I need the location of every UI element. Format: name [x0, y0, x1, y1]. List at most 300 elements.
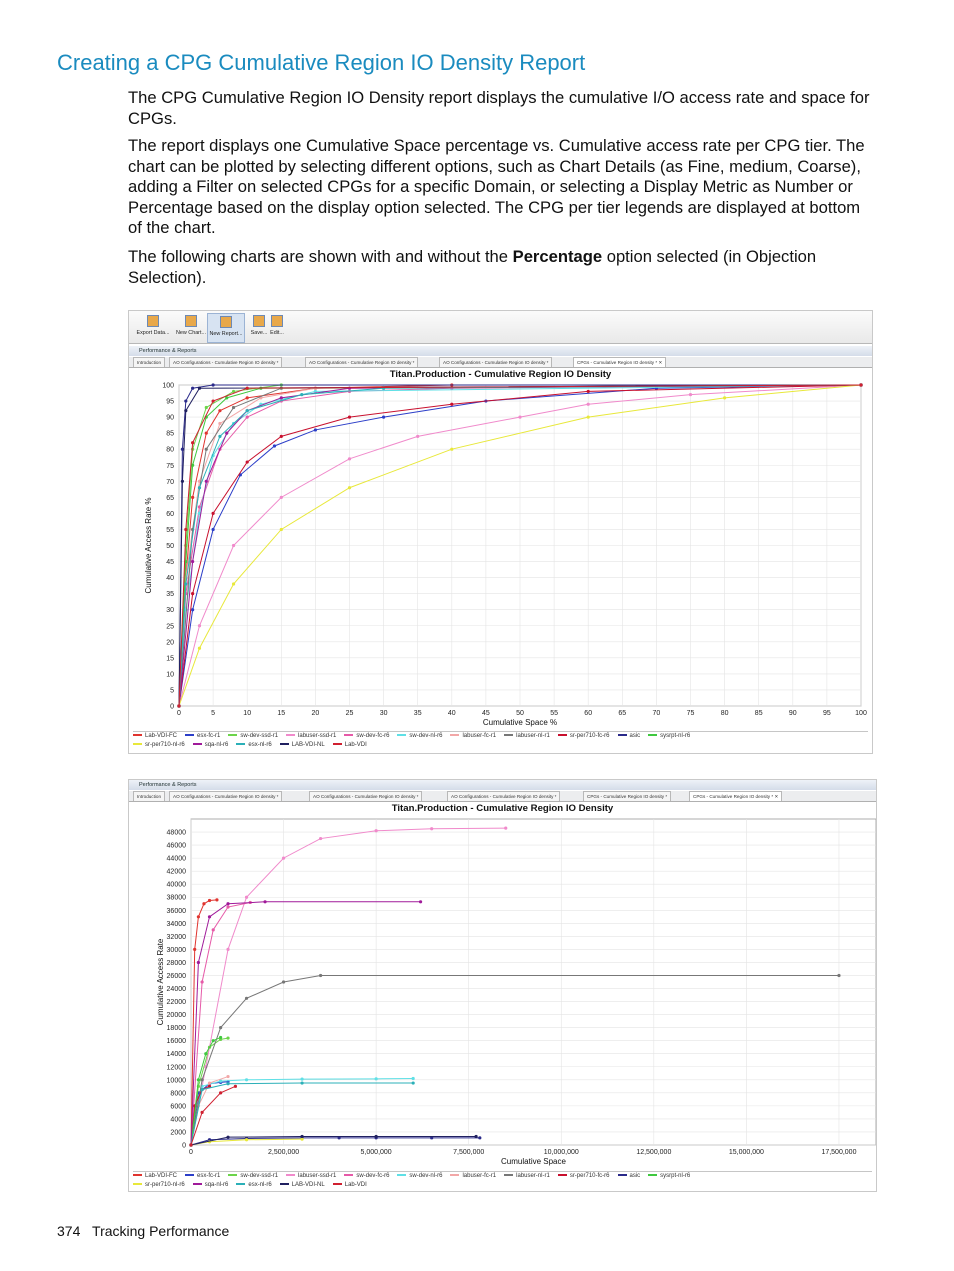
legend-row-2	[133, 741, 868, 750]
tab-ao-config-1-2[interactable]: AO Configurations - Cumulative Region IO density *	[169, 791, 282, 801]
data-point-sr-per710-nl-r6	[723, 396, 726, 399]
data-point-labuser-ssd-r1	[504, 827, 507, 830]
data-point-labuser-nl-r1	[232, 406, 235, 409]
legend-label: sw-dev-nl-r6	[409, 1173, 443, 1179]
data-point-labuser-ssd-r1	[518, 416, 521, 419]
x-tick-label: 35	[413, 710, 422, 717]
tab-introduction-2[interactable]: Introduction	[133, 791, 165, 801]
close-icon[interactable]: ✕	[658, 360, 663, 365]
legend-row-1	[133, 732, 868, 741]
data-point-sqa-nl-r6	[280, 396, 283, 399]
data-point-labuser-ssd-r1	[280, 496, 283, 499]
new-chart-button[interactable]	[173, 313, 209, 341]
legend-swatch	[228, 734, 237, 736]
y-tick-label: 90	[166, 414, 174, 422]
data-point-sqa-nl-r6	[208, 915, 211, 918]
data-point-sr-per710-fc-r6	[450, 403, 453, 406]
y-tick-label: 38000	[166, 894, 186, 902]
legend-item-lab-vdi-fc	[133, 732, 177, 741]
data-point-labuser-fc-r1	[226, 1075, 229, 1078]
page-number: 374	[57, 1223, 81, 1239]
y-tick-label: 14000	[166, 1051, 186, 1059]
data-point-lab-vdi	[859, 383, 862, 386]
data-point-sqa-nl-r6	[225, 432, 228, 435]
legend-label: sr-per710-nl-r6	[145, 742, 185, 748]
y-tick-label: 0	[182, 1142, 186, 1150]
data-point-esx-fc-r1	[382, 416, 385, 419]
data-point-sqa-nl-r6	[419, 900, 422, 903]
x-tick-label: 5	[211, 710, 216, 717]
legend-item-sqa-nl-r6	[193, 1181, 229, 1190]
legend-swatch	[185, 1174, 194, 1176]
x-tick-label: 60	[584, 710, 593, 717]
legend-swatch	[280, 1183, 289, 1185]
data-point-lab-vdi-fc	[215, 898, 218, 901]
legend-label: labuser-ssd-r1	[298, 733, 337, 739]
legend-swatch	[236, 743, 245, 745]
x-tick-label: 40	[447, 710, 456, 717]
report-icon	[220, 316, 232, 328]
data-point-lab-vdi-fc	[197, 915, 200, 918]
y-tick-label: 45	[166, 559, 174, 567]
chart-icon	[185, 315, 197, 327]
legend-item-labuser-nl-r1	[504, 1172, 550, 1181]
data-point-asic	[212, 383, 215, 386]
y-axis-label: Cumulative Access Rate	[156, 938, 165, 1026]
x-tick-label: 25	[345, 710, 354, 717]
tab-cpgs-density-2a[interactable]: CPGs - Cumulative Region IO density *	[583, 791, 671, 801]
panel-title: Performance & Reports	[129, 346, 872, 356]
data-point-labuser-ssd-r1	[430, 827, 433, 830]
legend-item-sw-dev-fc-r6	[344, 1172, 389, 1181]
x-tick-label: 55	[550, 710, 558, 717]
legend-label: Lab-VDI-FC	[145, 1173, 178, 1179]
legend-label: Lab-VDI-FC	[145, 733, 178, 739]
legend-swatch	[236, 1183, 245, 1185]
y-tick-label: 42000	[166, 868, 186, 876]
data-point-sysrpt-nl-r6	[197, 1078, 200, 1081]
legend-row-1	[133, 1172, 872, 1181]
tab-introduction[interactable]: Introduction	[133, 357, 165, 367]
data-point-sr-per710-fc-r6	[348, 416, 351, 419]
x-tick-label: 0	[177, 710, 181, 717]
tab-ao-config-1[interactable]: AO Configurations - Cumulative Region IO density *	[169, 357, 282, 367]
export-icon	[147, 315, 159, 327]
y-tick-label: 16000	[166, 1038, 186, 1046]
legend-label: esx-nl-r6	[248, 742, 272, 748]
data-point-esx-nl-r6	[300, 393, 303, 396]
data-point-sw-dev-fc-r6	[246, 416, 249, 419]
legend-item-lab-vdi	[333, 741, 367, 750]
legend-label: Lab-VDI	[344, 742, 367, 748]
legend-label: labuser-nl-r1	[516, 733, 550, 739]
y-tick-label: 25	[166, 623, 174, 631]
x-tick-label: 90	[788, 710, 797, 717]
data-point-esx-nl-r6	[412, 1081, 415, 1084]
legend-swatch	[344, 1174, 353, 1176]
y-tick-label: 34000	[166, 920, 186, 928]
data-point-sw-dev-ssd-r1	[226, 1036, 229, 1039]
legend-label: esx-nl-r6	[248, 1182, 272, 1188]
data-point-sw-dev-fc-r6	[201, 980, 204, 983]
legend-label: sw-dev-fc-r6	[356, 733, 390, 739]
edit-icon	[271, 315, 283, 327]
page-footer	[57, 1223, 229, 1239]
legend-item-esx-fc-r1	[185, 732, 220, 741]
legend-swatch	[286, 734, 295, 736]
data-point-lab-vdi-fc	[193, 948, 196, 951]
x-tick-label: 30	[379, 710, 388, 717]
legend-swatch	[133, 743, 142, 745]
paragraph-intro: The CPG Cumulative Region IO Density report displays the cumulative I/O access rate and space for CPGs.	[128, 88, 870, 128]
y-tick-label: 10	[166, 671, 174, 679]
y-tick-label: 10000	[166, 1077, 186, 1085]
legend-item-sr-per710-fc-r6	[558, 1172, 610, 1181]
new-report-label: New Report...	[209, 331, 243, 337]
data-point-sr-per710-fc-r6	[587, 390, 590, 393]
y-tick-label: 26000	[166, 972, 186, 980]
legend-label: esx-fc-r1	[197, 1173, 221, 1179]
chart-legend	[133, 731, 868, 752]
data-point-asic	[478, 1136, 481, 1139]
new-chart-label: New Chart...	[176, 330, 206, 336]
data-point-lab-vdi	[219, 1091, 222, 1094]
data-point-labuser-ssd-r1	[282, 857, 285, 860]
legend-item-labuser-ssd-r1	[286, 1172, 336, 1181]
data-point-asic	[191, 387, 194, 390]
data-point-sw-dev-nl-r6	[245, 1078, 248, 1081]
x-tick-label: 95	[823, 710, 831, 717]
legend-item-sr-per710-nl-r6	[133, 741, 185, 750]
data-point-esx-nl-r6	[198, 486, 201, 489]
x-tick-label: 100	[855, 710, 867, 717]
y-tick-label: 48000	[166, 829, 186, 837]
y-tick-label: 6000	[170, 1103, 186, 1111]
legend-item-sw-dev-nl-r6	[397, 732, 442, 741]
data-point-sysrpt-nl-r6	[212, 1039, 215, 1042]
data-point-sr-per710-nl-r6	[245, 1138, 248, 1141]
legend-swatch	[504, 1174, 513, 1176]
edit-label: Edit...	[270, 330, 284, 336]
legend-label: sysrpt-nl-r6	[660, 1173, 691, 1179]
data-point-labuser-ssd-r1	[198, 624, 201, 627]
legend-swatch	[618, 1174, 627, 1176]
data-point-sr-per710-nl-r6	[348, 486, 351, 489]
data-point-labuser-nl-r1	[205, 448, 208, 451]
data-point-sw-dev-nl-r6	[375, 1077, 378, 1080]
chart-title: Titan.Production - Cumulative Region IO Density	[389, 369, 612, 380]
legend-swatch	[133, 734, 142, 736]
y-tick-label: 35	[166, 591, 174, 599]
page-heading: Creating a CPG Cumulative Region IO Density Report	[57, 50, 586, 75]
y-tick-label: 100	[162, 382, 174, 390]
legend-label: sw-dev-ssd-r1	[240, 1173, 279, 1179]
data-point-lab-vdi-fc	[218, 409, 221, 412]
legend-label: sysrpt-nl-r6	[660, 733, 691, 739]
y-tick-label: 5	[170, 687, 174, 695]
data-point-sr-per710-nl-r6	[587, 416, 590, 419]
y-tick-label: 44000	[166, 855, 186, 863]
chart-number	[129, 802, 876, 1172]
y-tick-label: 24000	[166, 986, 186, 994]
y-tick-label: 70	[166, 478, 174, 486]
legend-label: asic	[629, 733, 641, 739]
data-point-labuser-ssd-r1	[689, 393, 692, 396]
legend-swatch	[193, 743, 202, 745]
legend-item-esx-nl-r6	[236, 741, 271, 750]
data-point-sw-dev-fc-r6	[212, 928, 215, 931]
y-tick-label: 75	[166, 462, 174, 470]
x-axis-label: Cumulative Space	[501, 1157, 566, 1166]
y-tick-label: 12000	[166, 1064, 186, 1072]
x-tick-label: 15,000,000	[728, 1149, 764, 1156]
legend-label: sw-dev-fc-r6	[356, 1173, 390, 1179]
x-tick-label: 50	[516, 710, 524, 717]
data-point-lab-vdi	[234, 1085, 237, 1088]
legend-swatch	[450, 1174, 459, 1176]
legend-item-labuser-nl-r1	[504, 732, 550, 741]
legend-item-sr-per710-nl-r6	[133, 1181, 185, 1190]
legend-label: Lab-VDI	[344, 1182, 367, 1188]
screenshot-number-chart	[128, 779, 877, 1192]
export-data-button[interactable]	[135, 313, 171, 341]
legend-item-sw-dev-nl-r6	[397, 1172, 442, 1181]
toolbar	[129, 311, 872, 344]
legend-label: sr-per710-fc-r6	[569, 733, 610, 739]
data-point-sr-per710-fc-r6	[246, 460, 249, 463]
data-point-labuser-ssd-r1	[245, 896, 248, 899]
paragraph-description: The report displays one Cumulative Space percentage vs. Cumulative access rate per CPG tier. The chart can be plotted by selecting different options, such as Chart Details (as Fine, medium, Coarse), adding a Filter on selected CPGs for a specific Domain, or selecting a Display Metric as Number or Percentage based on the display option selected. The CPG per tier legends are displayed at bottom of the chart.	[128, 136, 865, 238]
data-point-labuser-ssd-r1	[319, 837, 322, 840]
legend-item-sysrpt-nl-r6	[648, 732, 690, 741]
data-point-sw-dev-nl-r6	[300, 1078, 303, 1081]
legend-swatch	[648, 1174, 657, 1176]
data-point-lab-vdi-fc	[202, 902, 205, 905]
y-tick-label: 28000	[166, 959, 186, 967]
y-tick-label: 50	[166, 543, 174, 550]
data-point-esx-nl-r6	[201, 1088, 204, 1091]
data-point-lab-vdi-fc	[205, 432, 208, 435]
data-point-sr-per710-fc-r6	[212, 512, 215, 515]
legend-swatch	[280, 743, 289, 745]
data-point-sr-per710-nl-r6	[232, 582, 235, 585]
x-tick-label: 5,000,000	[360, 1149, 392, 1156]
legend-swatch	[450, 734, 459, 736]
data-point-esx-nl-r6	[246, 409, 249, 412]
data-point-sqa-nl-r6	[226, 902, 229, 905]
data-point-sqa-nl-r6	[263, 900, 266, 903]
data-point-lab-vdi	[189, 1143, 192, 1146]
legend-swatch	[618, 734, 627, 736]
plot-area	[191, 819, 876, 1145]
chart-legend-2	[133, 1171, 872, 1192]
data-point-esx-nl-r6	[184, 582, 187, 585]
legend-item-labuser-fc-r1	[450, 732, 496, 741]
tab-ao-config-2-2[interactable]: AO Configurations - Cumulative Region IO density *	[309, 791, 422, 801]
data-point-sqa-nl-r6	[191, 560, 194, 563]
y-tick-label: 60	[166, 510, 174, 518]
data-point-labuser-nl-r1	[837, 974, 840, 977]
legend-item-asic	[618, 732, 641, 741]
legend-item-lab-vdi-nl	[280, 1181, 325, 1190]
legend-swatch	[333, 743, 342, 745]
legend-item-lab-vdi-fc	[133, 1172, 177, 1181]
panel-title-2: Performance & Reports	[129, 780, 876, 790]
legend-label: sw-dev-ssd-r1	[240, 733, 279, 739]
data-point-lab-vdi	[184, 528, 187, 531]
y-tick-label: 32000	[166, 933, 186, 941]
legend-label: sr-per710-fc-r6	[569, 1173, 610, 1179]
tab-cpgs-density[interactable]	[573, 357, 666, 367]
legend-item-sw-dev-ssd-r1	[228, 732, 278, 741]
y-tick-label: 40	[166, 575, 174, 583]
legend-item-lab-vdi	[333, 1181, 367, 1190]
data-point-lab-vdi-nl	[198, 387, 201, 390]
y-tick-label: 20	[166, 639, 174, 647]
data-point-labuser-nl-r1	[282, 980, 285, 983]
data-point-labuser-ssd-r1	[587, 403, 590, 406]
legend-swatch	[397, 1174, 406, 1176]
charts-note-post: option selected (in Objection Selection).	[128, 247, 817, 287]
data-point-labuser-nl-r1	[319, 974, 322, 977]
y-tick-label: 46000	[166, 842, 186, 850]
y-tick-label: 65	[166, 494, 174, 502]
data-point-labuser-ssd-r1	[348, 457, 351, 460]
close-icon[interactable]: ✕	[774, 794, 779, 799]
x-tick-label: 17,500,000	[821, 1149, 857, 1156]
legend-swatch	[193, 1183, 202, 1185]
save-label: Save...	[250, 330, 268, 336]
data-point-sr-per710-fc-r6	[191, 592, 194, 595]
legend-label: sqa-nl-r6	[204, 1182, 229, 1188]
edit-button[interactable]	[259, 313, 295, 341]
data-point-sysrpt-nl-r6	[191, 464, 194, 467]
legend-swatch	[286, 1174, 295, 1176]
tab-ao-config-3[interactable]: AO Configurations - Cumulative Region IO density *	[439, 357, 552, 367]
y-tick-label: 30000	[166, 946, 186, 954]
y-tick-label: 85	[166, 430, 174, 438]
legend-swatch	[185, 734, 194, 736]
legend-item-sqa-nl-r6	[193, 741, 229, 750]
data-point-labuser-ssd-r1	[226, 948, 229, 951]
data-point-labuser-ssd-r1	[232, 544, 235, 547]
data-point-labuser-fc-r1	[208, 1081, 211, 1084]
y-tick-label: 8000	[170, 1090, 186, 1098]
legend-label: labuser-ssd-r1	[298, 1173, 337, 1179]
charts-note-pre: The following charts are shown with and without the	[128, 247, 513, 266]
legend-swatch	[558, 1174, 567, 1176]
legend-item-sr-per710-fc-r6	[558, 732, 610, 741]
y-tick-label: 30	[166, 607, 174, 615]
data-point-esx-nl-r6	[300, 1081, 303, 1084]
tab-ao-config-3-2[interactable]: AO Configurations - Cumulative Region IO density *	[447, 791, 560, 801]
data-point-esx-nl-r6	[226, 1082, 229, 1085]
x-tick-label: 0	[189, 1149, 193, 1156]
data-point-sqa-nl-r6	[197, 961, 200, 964]
y-tick-label: 22000	[166, 999, 186, 1007]
legend-swatch	[133, 1183, 142, 1185]
y-tick-label: 95	[166, 398, 174, 406]
legend-swatch	[504, 734, 513, 736]
data-point-lab-vdi-fc	[246, 396, 249, 399]
y-tick-label: 36000	[166, 907, 186, 915]
data-point-labuser-fc-r1	[218, 422, 221, 425]
y-tick-label: 80	[166, 446, 174, 454]
tab-cpgs-density-2b[interactable]	[689, 791, 782, 801]
data-point-sqa-nl-r6	[205, 480, 208, 483]
legend-row-2	[133, 1181, 872, 1190]
y-tick-label: 20000	[166, 1012, 186, 1020]
data-point-lab-vdi-nl	[300, 1135, 303, 1138]
legend-swatch	[397, 734, 406, 736]
data-point-lab-vdi-nl	[226, 1136, 229, 1139]
legend-swatch	[333, 1183, 342, 1185]
legend-label: sqa-nl-r6	[204, 742, 229, 748]
legend-item-lab-vdi-nl	[280, 741, 325, 750]
x-tick-label: 20	[311, 710, 320, 717]
screenshot-percentage-chart	[128, 310, 873, 754]
paragraph-charts-note	[128, 247, 873, 288]
legend-label: sw-dev-nl-r6	[409, 733, 443, 739]
data-point-sysrpt-nl-r6	[204, 1052, 207, 1055]
legend-label: LAB-VDI-NL	[291, 742, 325, 748]
x-tick-label: 80	[720, 710, 729, 717]
legend-label: LAB-VDI-NL	[291, 1182, 325, 1188]
data-point-lab-vdi-nl	[475, 1135, 478, 1138]
data-point-lab-vdi	[201, 1111, 204, 1114]
tab-bar-2	[129, 791, 876, 802]
legend-swatch	[228, 1174, 237, 1176]
legend-label: sr-per710-nl-r6	[145, 1182, 185, 1188]
y-tick-label: 15	[166, 655, 174, 663]
chart-title-2: Titan.Production - Cumulative Region IO Density	[391, 803, 614, 814]
data-point-sw-dev-ssd-r1	[205, 406, 208, 409]
y-tick-label: 4000	[170, 1116, 186, 1124]
data-point-lab-vdi	[191, 441, 194, 444]
data-point-sr-per710-nl-r6	[280, 528, 283, 531]
legend-swatch	[558, 734, 567, 736]
data-point-sr-per710-fc-r6	[280, 435, 283, 438]
y-tick-label: 0	[170, 703, 174, 711]
data-point-labuser-nl-r1	[201, 1078, 204, 1081]
data-point-lab-vdi	[177, 704, 180, 707]
data-point-labuser-nl-r1	[245, 997, 248, 1000]
data-point-esx-nl-r6	[218, 435, 221, 438]
data-point-asic	[184, 399, 187, 402]
charts-note-bold: Percentage	[512, 247, 603, 266]
new-report-button[interactable]	[207, 313, 245, 343]
x-tick-label: 65	[618, 710, 627, 717]
legend-swatch	[133, 1174, 142, 1176]
x-tick-label: 2,500,000	[267, 1149, 300, 1156]
legend-item-sw-dev-ssd-r1	[228, 1172, 278, 1181]
legend-item-esx-fc-r1	[185, 1172, 220, 1181]
data-point-sw-dev-nl-r6	[412, 1077, 415, 1080]
legend-swatch	[648, 734, 657, 736]
x-axis-label: Cumulative Space %	[482, 718, 558, 727]
chart-percentage	[129, 369, 872, 735]
legend-item-sw-dev-fc-r6	[344, 732, 389, 741]
data-point-sr-per710-nl-r6	[450, 448, 453, 451]
y-tick-label: 18000	[166, 1025, 186, 1033]
data-point-labuser-ssd-r1	[375, 829, 378, 832]
data-point-sysrpt-nl-r6	[219, 1036, 222, 1039]
tab-ao-config-2[interactable]: AO Configurations - Cumulative Region IO density *	[305, 357, 418, 367]
data-point-esx-fc-r1	[191, 608, 194, 611]
data-point-lab-vdi	[212, 399, 215, 402]
data-point-esx-fc-r1	[314, 428, 317, 431]
tab-cpgs-density-label: CPGs - Cumulative Region IO density *	[577, 360, 658, 365]
